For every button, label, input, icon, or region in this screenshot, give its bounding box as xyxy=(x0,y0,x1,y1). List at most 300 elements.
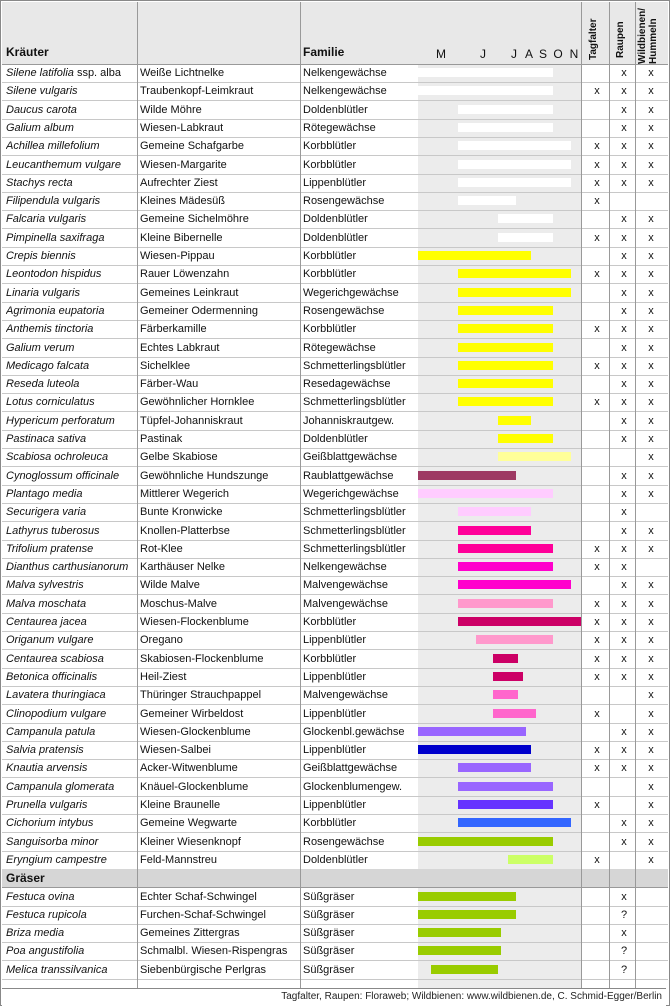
wildbienen-mark xyxy=(638,503,664,521)
wildbienen-mark: x xyxy=(648,817,654,830)
family-name: Doldenblütler xyxy=(303,103,368,116)
tagfalter-mark xyxy=(584,284,610,302)
table-row xyxy=(2,668,668,687)
table-row xyxy=(2,485,668,504)
latin-name xyxy=(6,229,138,247)
bloom-period-bar xyxy=(458,580,571,589)
header-wildbienen-line2: Hummeln xyxy=(648,18,659,64)
family-name: Korbblütler xyxy=(303,250,357,262)
raupen-mark: x xyxy=(621,561,627,574)
tagfalter-mark: x xyxy=(594,561,600,574)
tagfalter-mark: x xyxy=(594,597,600,610)
german-name: Echtes Labkraut xyxy=(140,341,220,354)
latin-name-text: Prunella vulgaris xyxy=(6,799,88,811)
latin-name xyxy=(6,82,138,100)
wildbienen-mark: x xyxy=(648,780,654,793)
tagfalter-mark xyxy=(584,64,610,82)
family-name: Schmetterlingsblütler xyxy=(303,542,406,555)
bloom-period-bar xyxy=(458,288,571,297)
latin-name xyxy=(6,412,138,430)
table-row xyxy=(2,284,668,303)
bloom-period-bar xyxy=(458,782,553,791)
header-raupen: Raupen xyxy=(615,21,626,58)
bloom-period-bar xyxy=(458,562,553,571)
family-name: Korbblütler xyxy=(303,616,357,628)
table-row xyxy=(2,650,668,669)
latin-name-text: Securigera varia xyxy=(6,506,87,519)
tagfalter-mark: x xyxy=(594,616,600,628)
tagfalter-mark xyxy=(584,723,610,741)
table-row xyxy=(2,942,668,961)
german-name: Echter Schaf-Schwingel xyxy=(140,890,257,903)
raupen-mark xyxy=(611,796,637,814)
latin-name-text: Filipendula vulgaris xyxy=(6,195,101,208)
german-name: Mittlerer Wegerich xyxy=(140,487,230,500)
bloom-period-bar xyxy=(458,196,516,205)
raupen-mark: x xyxy=(621,268,627,281)
wildbienen-mark: x xyxy=(648,689,654,702)
wildbienen-mark: x xyxy=(648,616,654,628)
wildbienen-mark: x xyxy=(648,85,654,98)
latin-name xyxy=(6,613,138,631)
latin-name-text: Lavatera thuringiaca xyxy=(6,689,106,702)
header-kraeuter: Kräuter xyxy=(6,45,49,59)
latin-name-text: Silene vulgaris xyxy=(6,85,78,98)
latin-name-text: Sanguisorba minor xyxy=(6,835,99,848)
wildbienen-mark: x xyxy=(648,433,654,445)
german-name: Karthäuser Nelke xyxy=(140,561,225,574)
family-name: Süßgräser xyxy=(303,927,355,940)
german-name: Siebenbürgische Perlgras xyxy=(140,963,266,976)
raupen-mark: x xyxy=(621,378,627,391)
raupen-mark: x xyxy=(621,762,627,775)
wildbienen-mark: x xyxy=(648,268,654,281)
raupen-mark: x xyxy=(621,487,627,500)
wildbienen-mark: x xyxy=(648,378,654,391)
family-name: Nelkengewächse xyxy=(303,67,387,79)
german-name: Oregano xyxy=(140,634,183,647)
german-name: Wiesen-Pippau xyxy=(140,250,215,262)
bloom-period-bar xyxy=(458,343,553,352)
table-row xyxy=(2,265,668,284)
latin-name xyxy=(6,650,138,668)
table-row xyxy=(2,229,668,248)
month-s: S xyxy=(538,47,547,61)
latin-name-text: Centaurea jacea xyxy=(6,616,87,628)
bloom-period-bar xyxy=(458,105,553,114)
table-row xyxy=(2,375,668,394)
bloom-period-bar xyxy=(458,178,571,187)
german-name: Tüpfel-Johanniskraut xyxy=(140,414,243,427)
latin-name-text: Salvia pratensis xyxy=(6,744,84,757)
latin-name-text: Stachys recta xyxy=(6,176,73,189)
latin-name xyxy=(6,686,138,704)
wildbienen-mark: x xyxy=(648,67,654,79)
raupen-mark: x xyxy=(621,213,627,226)
raupen-mark: x xyxy=(621,414,627,427)
table-row xyxy=(2,503,668,522)
family-name: Schmetterlingsblütler xyxy=(303,506,406,519)
latin-name-suffix: ssp. alba xyxy=(76,67,121,79)
latin-name-text: Festuca rupicola xyxy=(6,908,87,921)
german-name: Thüringer Strauchpappel xyxy=(140,689,262,702)
german-name: Weiße Lichtnelke xyxy=(140,67,225,79)
family-name: Rötegewächse xyxy=(303,341,376,354)
family-name: Lippenblütler xyxy=(303,744,366,757)
latin-name-text: Hypericum perforatum xyxy=(6,414,115,427)
wildbienen-mark: x xyxy=(648,542,654,555)
bloom-period-bar xyxy=(458,599,553,608)
bloom-period-bar xyxy=(418,892,516,901)
family-name: Korbblütler xyxy=(303,158,357,171)
wildbienen-mark: x xyxy=(648,213,654,226)
wildbienen-mark: x xyxy=(648,634,654,647)
german-name: Wiesen-Labkraut xyxy=(140,121,224,134)
wildbienen-mark: x xyxy=(648,853,654,866)
tagfalter-mark xyxy=(584,485,610,503)
column-divider xyxy=(300,2,301,989)
family-name: Rötegewächse xyxy=(303,121,376,134)
family-name: Lippenblütler xyxy=(303,176,366,189)
wildbienen-mark: x xyxy=(648,121,654,134)
latin-name xyxy=(6,503,138,521)
latin-name xyxy=(6,284,138,302)
raupen-mark xyxy=(611,686,637,704)
header-familie: Familie xyxy=(303,45,345,59)
wildbienen-mark: x xyxy=(648,286,654,299)
wildbienen-mark: x xyxy=(648,451,654,464)
tagfalter-mark xyxy=(584,778,610,796)
latin-name-text: Cichorium intybus xyxy=(6,817,94,830)
latin-name-text: Clinopodium vulgare xyxy=(6,707,107,720)
raupen-mark: x xyxy=(621,103,627,116)
bloom-period-bar xyxy=(458,123,553,132)
bloom-period-bar xyxy=(458,379,553,388)
wildbienen-mark: x xyxy=(648,487,654,500)
latin-name-text: Linaria vulgaris xyxy=(6,286,80,299)
wildbienen-mark xyxy=(638,942,664,960)
wildbienen-mark: x xyxy=(648,341,654,354)
table-row xyxy=(2,833,668,852)
table-row xyxy=(2,631,668,650)
tagfalter-mark xyxy=(584,448,610,466)
latin-name xyxy=(6,723,138,741)
bloom-period-bar xyxy=(458,617,581,626)
german-name: Sichelklee xyxy=(140,359,191,372)
tagfalter-mark xyxy=(584,833,610,851)
raupen-mark: x xyxy=(621,250,627,262)
family-name: Lippenblütler xyxy=(303,634,366,647)
table-row xyxy=(2,156,668,175)
raupen-mark: x xyxy=(621,396,627,409)
table-row xyxy=(2,558,668,577)
table-row xyxy=(2,119,668,138)
latin-name-text: Leontodon hispidus xyxy=(6,268,102,281)
tagfalter-mark: x xyxy=(594,195,600,208)
bloom-period-bar xyxy=(458,361,553,370)
latin-name xyxy=(6,778,138,796)
bloom-period-bar xyxy=(418,745,531,754)
table-row xyxy=(2,540,668,559)
german-name: Kleine Bibernelle xyxy=(140,231,223,244)
bloom-period-bar xyxy=(476,635,554,644)
raupen-mark: x xyxy=(621,579,627,592)
tagfalter-mark: x xyxy=(594,396,600,409)
family-name: Malvengewächse xyxy=(303,689,388,702)
bloom-period-bar xyxy=(458,544,553,553)
latin-name-text: Reseda luteola xyxy=(6,378,80,391)
german-name: Gemeine Schafgarbe xyxy=(140,140,244,153)
latin-name-text: Campanula patula xyxy=(6,725,96,738)
tagfalter-mark: x xyxy=(594,542,600,555)
tagfalter-mark: x xyxy=(594,140,600,153)
raupen-mark: ? xyxy=(620,945,628,958)
bloom-period-bar xyxy=(418,928,501,937)
german-name: Gemeiner Odermenning xyxy=(140,304,259,317)
wildbienen-mark: x xyxy=(648,524,654,537)
family-name: Korbblütler xyxy=(303,140,357,153)
german-name: Gewöhnliche Hundszunge xyxy=(140,469,269,482)
family-name: Rosengewächse xyxy=(303,304,385,317)
latin-name xyxy=(6,247,138,265)
raupen-mark: x xyxy=(621,597,627,610)
german-name: Kleiner Wiesenknopf xyxy=(140,835,241,848)
tagfalter-mark: x xyxy=(594,634,600,647)
bloom-period-bar xyxy=(458,818,571,827)
table-row xyxy=(2,174,668,193)
table-row xyxy=(2,412,668,431)
family-name: Schmetterlingsblütler xyxy=(303,359,406,372)
family-name: Rosengewächse xyxy=(303,835,385,848)
family-name: Doldenblütler xyxy=(303,853,368,866)
header-tagfalter: Tagfalter xyxy=(588,18,599,60)
family-name: Korbblütler xyxy=(303,323,357,336)
latin-name xyxy=(6,595,138,613)
latin-name xyxy=(6,119,138,137)
table-row xyxy=(2,796,668,815)
german-name: Gemeine Sichelmöhre xyxy=(140,213,249,226)
raupen-mark: x xyxy=(621,286,627,299)
bloom-period-bar xyxy=(458,507,531,516)
wildbienen-mark: x xyxy=(648,725,654,738)
latin-name-text: Agrimonia eupatoria xyxy=(6,304,105,317)
german-name: Rot-Klee xyxy=(140,542,183,555)
tagfalter-mark xyxy=(584,814,610,832)
raupen-mark: x xyxy=(621,524,627,537)
bloom-period-bar xyxy=(493,709,536,718)
latin-name xyxy=(6,174,138,192)
raupen-mark: x xyxy=(621,506,627,519)
wildbienen-mark: x xyxy=(648,414,654,427)
latin-name xyxy=(6,210,138,228)
raupen-mark: x xyxy=(621,67,627,79)
german-name: Gemeines Zittergras xyxy=(140,927,240,940)
raupen-mark xyxy=(611,705,637,723)
raupen-mark: x xyxy=(621,542,627,555)
bloom-period-bar xyxy=(498,233,553,242)
table-row xyxy=(2,210,668,229)
bloom-period-bar xyxy=(458,324,553,333)
german-name: Färberkamille xyxy=(140,323,207,336)
latin-name xyxy=(6,339,138,357)
latin-name xyxy=(6,942,138,960)
latin-name-text: Malva moschata xyxy=(6,597,87,610)
wildbienen-mark: x xyxy=(648,707,654,720)
family-name: Süßgräser xyxy=(303,945,355,958)
month-n: N xyxy=(569,47,579,61)
section-header-grasses xyxy=(2,869,668,888)
table-row xyxy=(2,595,668,614)
raupen-mark xyxy=(611,448,637,466)
table-row xyxy=(2,64,668,83)
bloom-period-bar xyxy=(418,489,553,498)
wildbienen-mark: x xyxy=(648,323,654,336)
german-name: Schmalbl. Wiesen-Rispengras xyxy=(140,945,288,958)
wildbienen-mark: x xyxy=(648,396,654,409)
tagfalter-mark xyxy=(584,101,610,119)
raupen-mark: x xyxy=(621,359,627,372)
table-row xyxy=(2,522,668,541)
tagfalter-mark xyxy=(584,522,610,540)
german-name: Wiesen-Flockenblume xyxy=(140,616,249,628)
latin-name xyxy=(6,961,138,979)
bloom-period-bar xyxy=(458,526,531,535)
latin-name xyxy=(6,467,138,485)
german-name: Wiesen-Glockenblume xyxy=(140,725,251,738)
latin-name-text: Achillea millefolium xyxy=(6,140,100,153)
family-name: Lippenblütler xyxy=(303,670,366,683)
family-name: Nelkengewächse xyxy=(303,561,387,574)
latin-name xyxy=(6,64,138,82)
latin-name xyxy=(6,759,138,777)
wildbienen-mark xyxy=(638,906,664,924)
latin-name xyxy=(6,430,138,448)
bloom-period-bar xyxy=(508,855,553,864)
german-name: Kleines Mädesüß xyxy=(140,195,225,208)
latin-name-text: Origanum vulgare xyxy=(6,634,94,647)
tagfalter-mark: x xyxy=(594,231,600,244)
german-name: Gelbe Skabiose xyxy=(140,451,218,464)
table-row xyxy=(2,778,668,797)
wildbienen-mark: x xyxy=(648,670,654,683)
raupen-mark: ? xyxy=(620,908,628,921)
bloom-period-bar xyxy=(418,68,553,77)
tagfalter-mark: x xyxy=(594,762,600,775)
bloom-period-bar xyxy=(498,416,531,425)
latin-name xyxy=(6,705,138,723)
latin-name xyxy=(6,631,138,649)
bloom-period-bar xyxy=(418,837,553,846)
footer-source-note: Tagfalter, Raupen: Floraweb; Wildbienen: www.wildbienen.de, C. Schmid-Egger/Berlin xyxy=(281,991,662,1002)
latin-name-text: Melica transsilvanica xyxy=(6,963,108,976)
raupen-mark xyxy=(611,851,637,869)
german-name: Bunte Kronwicke xyxy=(140,506,223,519)
family-name: Raublattgewächse xyxy=(303,469,394,482)
raupen-mark: x xyxy=(621,341,627,354)
german-name: Traubenkopf-Leimkraut xyxy=(140,85,254,98)
wildbienen-mark: x xyxy=(648,744,654,757)
tagfalter-mark: x xyxy=(594,323,600,336)
month-m: M xyxy=(436,47,446,61)
family-name: Resedagewächse xyxy=(303,378,391,391)
family-name: Korbblütler xyxy=(303,652,357,665)
family-name: Lippenblütler xyxy=(303,707,366,720)
bloom-period-bar xyxy=(498,434,553,443)
tagfalter-mark: x xyxy=(594,268,600,281)
family-name: Malvengewächse xyxy=(303,597,388,610)
tagfalter-mark xyxy=(584,942,610,960)
family-name: Geißblattgewächse xyxy=(303,762,398,775)
latin-name-text: Briza media xyxy=(6,927,65,940)
family-name: Malvengewächse xyxy=(303,579,388,592)
tagfalter-mark: x xyxy=(594,85,600,98)
latin-name xyxy=(6,576,138,594)
family-name: Johanniskrautgew. xyxy=(303,414,395,427)
tagfalter-mark xyxy=(584,503,610,521)
latin-name-text: Falcaria vulgaris xyxy=(6,213,87,226)
raupen-mark: x xyxy=(621,927,627,940)
latin-name xyxy=(6,265,138,283)
raupen-mark xyxy=(611,778,637,796)
raupen-mark: x xyxy=(621,890,627,903)
german-name: Wilde Malve xyxy=(140,579,200,592)
table-row xyxy=(2,924,668,943)
wildbienen-mark: x xyxy=(648,231,654,244)
tagfalter-mark: x xyxy=(594,359,600,372)
raupen-mark: x xyxy=(621,469,627,482)
bloom-period-bar xyxy=(493,654,518,663)
family-name: Doldenblütler xyxy=(303,213,368,226)
table-row xyxy=(2,814,668,833)
table-row xyxy=(2,961,668,980)
bloom-period-bar xyxy=(498,452,571,461)
column-divider xyxy=(137,2,138,989)
tagfalter-mark xyxy=(584,210,610,228)
latin-name-text: Trifolium pratense xyxy=(6,542,94,555)
latin-name xyxy=(6,393,138,411)
wildbienen-mark: x xyxy=(648,835,654,848)
latin-name xyxy=(6,137,138,155)
latin-name-text: Anthemis tinctoria xyxy=(6,323,94,336)
table-row xyxy=(2,759,668,778)
german-name: Furchen-Schaf-Schwingel xyxy=(140,908,266,921)
family-name: Süßgräser xyxy=(303,908,355,921)
german-name: Gemeiner Wirbeldost xyxy=(140,707,244,720)
tagfalter-mark xyxy=(584,339,610,357)
latin-name-text: Eryngium campestre xyxy=(6,853,107,866)
header-wildbienen-line1: Wildbienen/ xyxy=(637,7,648,64)
wildbienen-mark: x xyxy=(648,304,654,317)
wildbienen-mark: x xyxy=(648,597,654,610)
wildbienen-mark: x xyxy=(648,762,654,775)
german-name: Skabiosen-Flockenblume xyxy=(140,652,264,665)
table-row xyxy=(2,613,668,632)
latin-name xyxy=(6,156,138,174)
bloom-period-bar xyxy=(418,727,526,736)
table-row xyxy=(2,705,668,724)
tagfalter-mark xyxy=(584,412,610,430)
raupen-mark: x xyxy=(621,304,627,317)
raupen-mark: x xyxy=(621,616,627,628)
latin-name-text: Centaurea scabiosa xyxy=(6,652,104,665)
german-name: Heil-Ziest xyxy=(140,670,187,683)
raupen-mark: ? xyxy=(620,963,628,976)
latin-name-text: Poa angustifolia xyxy=(6,945,85,958)
wildbienen-mark: x xyxy=(648,579,654,592)
tagfalter-mark xyxy=(584,906,610,924)
table-row xyxy=(2,888,668,907)
latin-name xyxy=(6,558,138,576)
